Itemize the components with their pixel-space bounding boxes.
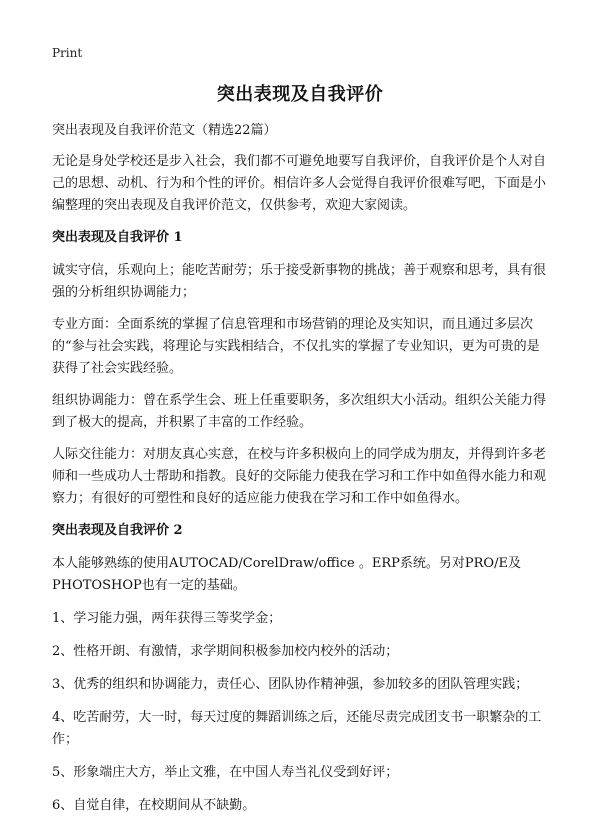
document-body [52,120,548,828]
section-1-paragraph: 人际交往能力：对朋友真心实意，在校与许多积极向上的同学成为朋友，并得到许多老师和一些成功人士帮助和指教。良好的交际能力使我在学习和工作中如鱼得水能力和观察力；有很好的可塑性和良好的适应能力使我在学习和工作中如鱼得水。 [52,447,547,506]
section-1-heading: 突出表现及自我评价 1 [52,230,183,245]
print-label: Print [52,46,83,60]
document-subtitle: 突出表现及自我评价范文（精选22篇） [52,123,277,138]
section-1-paragraph: 组织协调能力：曾在系学生会、班上任重要职务，多次组织大小活动。组织公关能力得到了极大的提高，并积累了丰富的工作经验。 [52,393,547,430]
section-1-paragraph: 专业方面：全面系统的掌握了信息管理和市场营销的理论及实知识，而且通过多层次的“参与社会实践，将理论与实践相结合，不仅扎实的掌握了专业知识，更为可贵的是获得了社会实践经验。 [52,317,540,376]
list-item: 4、吃苦耐劳，大一时，每天过度的舞蹈训练之后，还能尽责完成团支书一职繁杂的工作； [52,710,542,747]
document-title: 突出表现及自我评价 [216,84,384,105]
section-1-paragraph: 诚实守信，乐观向上；能吃苦耐劳；乐于接受新事物的挑战；善于观察和思考，具有很强的分析组织协调能力； [52,263,547,300]
list-item: 6、自觉自律，在校期间从不缺勤。 [52,798,256,813]
list-item: 2、性格开朗、有激情，求学期间积极参加校内校外的活动； [52,644,399,659]
section-2-intro: 本人能够熟练的使用AUTOCAD/CorelDraw/office 。ERP系统。另对PRO/E及PHOTOSHOP也有一定的基础。 [52,556,521,593]
intro-paragraph: 无论是身处学校还是步入社会，我们都不可避免地要写自我评价，自我评价是个人对自己的思想、动机、行为和个性的评价。相信许多人会觉得自我评价很难写吧，下面是小编整理的突出表现及自我评价范文，仅供参考，欢迎大家阅读。 [52,154,547,213]
list-item: 1、学习能力强，两年获得三等奖学金； [52,611,282,626]
list-item: 3、优秀的组织和协调能力，责任心、团队协作精神强，参加较多的团队管理实践； [52,677,529,692]
list-item: 5、形象端庄大方，举止文雅，在中国人寿当礼仪受到好评； [52,765,399,780]
section-2-heading: 突出表现及自我评价 2 [52,523,183,538]
